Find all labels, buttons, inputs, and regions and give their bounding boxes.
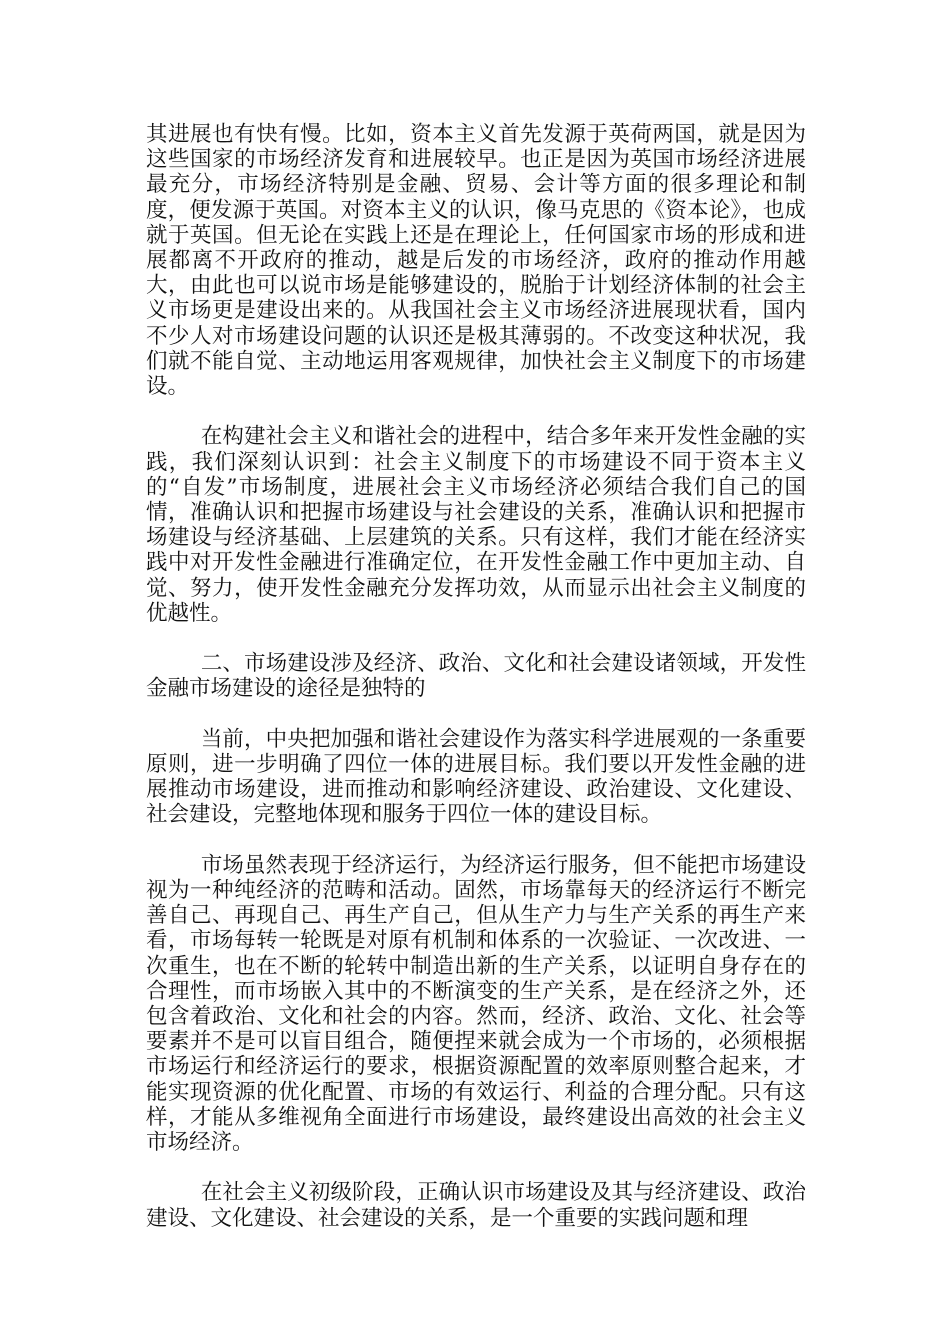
paragraph-5: 在社会主义初级阶段，正确认识市场建设及其与经济建设、政治建设、文化建设、社会建设的关系，是一个重要的实践问题和理 (146, 1180, 806, 1231)
paragraph-4: 市场虽然表现于经济运行，为经济运行服务，但不能把市场建设视为一种纯经济的范畴和活动。固然，市场靠每天的经济运行不断完善自己、再现自己、再生产自己，但从生产力与生产关系的再生产来看，市场每转一轮既是对原有机制和体系的一次验证、一次改进、一次重生，也在不断的轮转中制造出新的生产关系，以证明自身存在的合理性，而市场嵌入其中的不断演变的生产关系，是在经济之外，还包含着政治、文化和社会的内容。然而，经济、政治、文化、社会等要素并不是可以盲目组合，随便捏来就会成为一个市场的，必须根据市场运行和经济运行的要求，根据资源配置的效率原则整合起来，才能实现资源的优化配置、市场的有效运行、利益的合理分配。只有这样，才能从多维视角全面进行市场建设，最终建设出高效的社会主义市场经济。 (146, 852, 806, 1156)
paragraph-3: 当前，中央把加强和谐社会建设作为落实科学进展观的一条重要原则，进一步明确了四位一体的进展目标。我们要以开发性金融的进展推动市场建设，进而推动和影响经济建设、政治建设、文化建设、社会建设，完整地体现和服务于四位一体的建设目标。 (146, 726, 806, 828)
paragraph-1: 其进展也有快有慢。比如，资本主义首先发源于英荷两国，就是因为这些国家的市场经济发育和进展较早。也正是因为英国市场经济进展最充分，市场经济特别是金融、贸易、会计等方面的很多理论和制度，便发源于英国。对资本主义的认识，像马克思的《资本论》，也成就于英国。但无论在实践上还是在理论上，任何国家市场的形成和进展都离不开政府的推动，越是后发的市场经济，政府的推动作用越大，由此也可以说市场是能够建设的，脱胎于计划经济体制的社会主义市场更是建设出来的。从我国社会主义市场经济进展现状看，国内不少人对市场建设问题的认识还是极其薄弱的。不改变这种状况，我们就不能自觉、主动地运用客观规律，加快社会主义制度下的市场建设。 (146, 122, 806, 400)
document-body (146, 122, 806, 1256)
paragraph-2: 在构建社会主义和谐社会的进程中，结合多年来开发性金融的实践，我们深刻认识到：社会主义制度下的市场建设不同于资本主义的“自发”市场制度，进展社会主义市场经济必须结合我们自己的国情，准确认识和把握市场建设与社会建设的关系，准确认识和把握市场建设与经济基础、上层建筑的关系。只有这样，我们才能在经济实践中对开发性金融进行准确定位，在开发性金融工作中更加主动、自觉、努力，使开发性金融充分发挥功效，从而显示出社会主义制度的优越性。 (146, 424, 806, 626)
section-heading: 二、市场建设涉及经济、政治、文化和社会建设诸领域，开发性金融市场建设的途径是独特的 (146, 651, 806, 702)
